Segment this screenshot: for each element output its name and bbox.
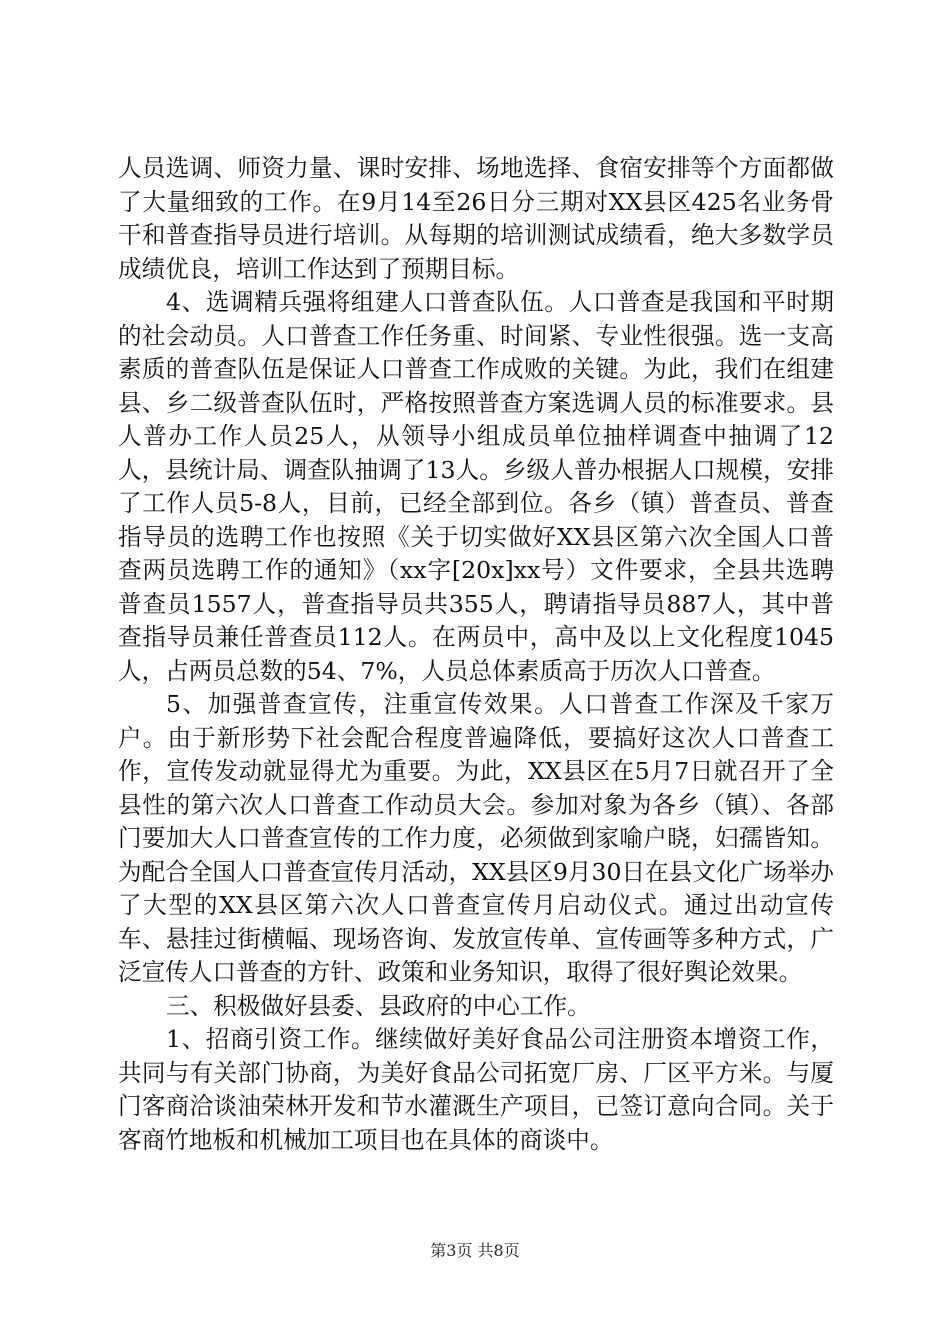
paragraph-training-summary: 人员选调、师资力量、课时安排、场地选择、食宿安排等个方面都做了大量细致的工作。在9月14至26日分三期对XX县区425名业务骨干和普查指导员进行培训。从每期的培训测试成绩看，绝大多数学员成绩优良，培训工作达到了预期目标。 bbox=[118, 154, 834, 283]
paragraph-census-publicity: 5、加强普查宣传，注重宣传效果。人口普查工作深及千家万户。由于新形势下社会配合程度普遍降低，要搞好这次人口普查工作，宣传发动就显得尤为重要。为此，XX县区在5月7日就召开了全县性的第六次人口普查工作动员大会。参加对象为各乡（镇）、各部门要加大人口普查宣传的工作力度，必须做到家喻户晓，妇孺皆知。为配合全国人口普查宣传月活动，XX县区9月30日在县文化广场举办了大型的XX县区第六次人口普查宣传月启动仪式。通过出动宣传车、悬挂过街横幅、现场咨询、发放宣传单、宣传画等多种方式，广泛宣传人口普查的方针、政策和业务知识，取得了很好舆论效果。 bbox=[118, 690, 834, 986]
paragraph-census-team: 4、选调精兵强将组建人口普查队伍。人口普查是我国和平时期的社会动员。人口普查工作任务重、时间紧、专业性很强。选一支高素质的普查队伍是保证人口普查工作成败的关键。为此，我们在组建县、乡二级普查队伍时，严格按照普查方案选调人员的标准要求。县人普办工作人员25人，从领导小组成员单位抽样调查中抽调了12人，县统计局、调查队抽调了13人。乡级人普办根据人口规模，安排了工作人员5-8人，目前，已经全部到位。各乡（镇）普查员、普查指导员的选聘工作也按照《关于切实做好XX县区第六次全国人口普查两员选聘工作的通知》（xx字[20x]xx号）文件要求，全县共选聘普查员1557人，普查指导员共355人，聘请指导员887人，其中普查指导员兼任普查员112人。在两员中，高中及以上文化程度1045人，占两员总数的54、7%，人员总体素质高于历次人口普查。 bbox=[118, 288, 834, 685]
section-heading-central-work: 三、积极做好县委、县政府的中心工作。 bbox=[166, 991, 591, 1020]
paragraph-investment-work: 1、招商引资工作。继续做好美好食品公司注册资本增资工作，共同与有关部门协商，为美好食品公司拓宽厂房、厂区平方米。与厦门客商洽谈油荣林开发和节水灌溉生产项目，已签订意向合同。关于客商竹地板和机械加工项目也在具体的商谈中。 bbox=[118, 1025, 834, 1154]
document-body bbox=[118, 152, 834, 1157]
page-number-footer: 第3页 共8页 bbox=[430, 1241, 520, 1260]
